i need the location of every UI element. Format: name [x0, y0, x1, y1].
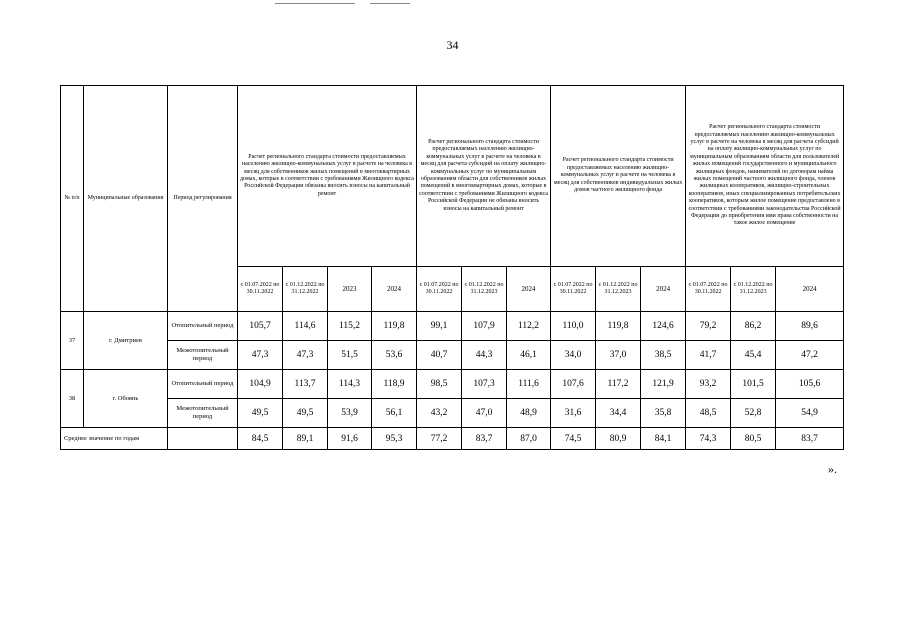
row-number: 38 — [61, 370, 84, 428]
municipality-name: г. Обоянь — [84, 370, 168, 428]
value-cell: 89,6 — [776, 312, 844, 341]
value-cell: 49,5 — [283, 399, 328, 428]
average-value: 91,6 — [328, 428, 372, 450]
value-cell: 34,0 — [551, 341, 596, 370]
value-cell: 35,8 — [641, 399, 686, 428]
value-cell: 118,9 — [372, 370, 417, 399]
average-value: 80,9 — [596, 428, 641, 450]
value-cell: 105,7 — [238, 312, 283, 341]
average-value: 74,3 — [686, 428, 731, 450]
period-header: с 01.12.2022 по 31.12.2023 — [731, 267, 776, 312]
value-cell: 47,2 — [776, 341, 844, 370]
value-cell: 37,0 — [596, 341, 641, 370]
value-cell: 47,3 — [238, 341, 283, 370]
value-cell: 115,2 — [328, 312, 372, 341]
value-cell: 105,6 — [776, 370, 844, 399]
value-cell: 51,5 — [328, 341, 372, 370]
header-municipality: Муниципальные образования — [84, 86, 168, 312]
year-header: 2024 — [507, 267, 551, 312]
header-group-capital-repair: Расчет регионального стандарта стоимости предоставляемых населению жилищно-коммунальных услуг в расчете на человека в месяц для собственников жилых помещений в многоквартирных домах, которые в соответствии с требованиями Жилищного кодекса Российской Федерации обязаны вносить взносы на капитальный ремонт — [238, 86, 417, 267]
value-cell: 49,5 — [238, 399, 283, 428]
table-row — [61, 399, 844, 428]
value-cell: 107,9 — [462, 312, 507, 341]
value-cell: 48,5 — [686, 399, 731, 428]
value-cell: 31,6 — [551, 399, 596, 428]
value-cell: 107,3 — [462, 370, 507, 399]
value-cell: 46,1 — [507, 341, 551, 370]
average-value: 83,7 — [462, 428, 507, 450]
period-header: с 01.07.2022 по 30.11.2022 — [417, 267, 462, 312]
value-cell: 47,3 — [283, 341, 328, 370]
header-group-no-capital-repair: Расчет регионального стандарта стоимости предоставляемых населению жилищно-коммунальных услуг в расчете на человека в месяц для расчета субсидий на оплату жилищно-коммунальных услуг по муниципальным образованиям области для собственников жилых помещений в многоквартирных домах, которые в соответствии с требованиями Жилищного кодекса Российской Федерации не обязаны вносить взносы на капитальный ремонт — [417, 86, 551, 267]
header-group-private-houses: Расчет регионального стандарта стоимости предоставляемых населению жилищно-коммунальных услуг в расчете на человека в месяц для собственников индивидуальных жилых домов частного жилищного фонда — [551, 86, 686, 267]
value-cell: 114,3 — [328, 370, 372, 399]
value-cell: 117,2 — [596, 370, 641, 399]
value-cell: 119,8 — [372, 312, 417, 341]
value-cell: 93,2 — [686, 370, 731, 399]
period-label: Межотопительный период — [168, 399, 238, 428]
period-header: с 01.07.2022 по 30.11.2022 — [238, 267, 283, 312]
average-value: 74,5 — [551, 428, 596, 450]
period-label: Отопительный период — [168, 312, 238, 341]
period-header: с 01.12.2022 по 31.12.2022 — [283, 267, 328, 312]
value-cell: 53,9 — [328, 399, 372, 428]
closing-quote-mark: ». — [828, 462, 837, 476]
average-value: 83,7 — [776, 428, 844, 450]
average-value: 95,3 — [372, 428, 417, 450]
value-cell: 34,4 — [596, 399, 641, 428]
value-cell: 110,0 — [551, 312, 596, 341]
year-header: 2023 — [328, 267, 372, 312]
value-cell: 43,2 — [417, 399, 462, 428]
value-cell: 121,9 — [641, 370, 686, 399]
value-cell: 104,9 — [238, 370, 283, 399]
table-row — [61, 370, 844, 399]
value-cell: 114,6 — [283, 312, 328, 341]
average-value: 77,2 — [417, 428, 462, 450]
table-row — [61, 341, 844, 370]
period-header: с 01.12.2022 по 31.12.2023 — [462, 267, 507, 312]
period-label: Отопительный период — [168, 370, 238, 399]
page-number: 34 — [446, 38, 459, 52]
row-number: 37 — [61, 312, 84, 370]
value-cell: 79,2 — [686, 312, 731, 341]
value-cell: 86,2 — [731, 312, 776, 341]
value-cell: 112,2 — [507, 312, 551, 341]
value-cell: 54,9 — [776, 399, 844, 428]
year-header: 2024 — [776, 267, 844, 312]
average-value: 84,5 — [238, 428, 283, 450]
value-cell: 38,5 — [641, 341, 686, 370]
value-cell: 47,0 — [462, 399, 507, 428]
period-header: с 01.12.2022 по 31.12.2023 — [596, 267, 641, 312]
value-cell: 52,8 — [731, 399, 776, 428]
value-cell: 111,6 — [507, 370, 551, 399]
average-value: 84,1 — [641, 428, 686, 450]
average-value: 87,0 — [507, 428, 551, 450]
scan-artifact-line — [370, 3, 410, 4]
year-header: 2024 — [641, 267, 686, 312]
value-cell: 99,1 — [417, 312, 462, 341]
average-value: 89,1 — [283, 428, 328, 450]
table-row — [61, 312, 844, 341]
value-cell: 113,7 — [283, 370, 328, 399]
value-cell: 101,5 — [731, 370, 776, 399]
period-header: с 01.07.2022 по 30.11.2022 — [551, 267, 596, 312]
municipality-name: г. Дмитриев — [84, 312, 168, 370]
value-cell: 41,7 — [686, 341, 731, 370]
header-group-state-housing: Расчет регионального стандарта стоимости предоставляемых населению жилищно-коммунальных услуг в расчете на человека в месяц для расчета субсидий на оплату жилищно-коммунальных услуг по муниципальным образованиям области для пользователей жилых помещений государственного и муниципального жилищных фондов, нанимателей по договорам найма жилых помещений частного жилищного фонда, членов жилищных кооперативов, жилищно-строительных кооперативов, иных специализированных потребительских кооперативов, которым жилое помещение предоставлено в соответствии с требованиями законодательства Российской Федерации до приобретения ими права собственности на такое жилое помещение — [686, 86, 844, 267]
empty-cell — [168, 428, 238, 450]
value-cell: 48,9 — [507, 399, 551, 428]
value-cell: 119,8 — [596, 312, 641, 341]
period-label: Межотопительный период — [168, 341, 238, 370]
average-row — [61, 428, 844, 450]
average-label: Среднее значение по годам — [61, 428, 168, 450]
header-number: № п/п — [61, 86, 84, 312]
period-header: с 01.07.2022 по 30.11.2022 — [686, 267, 731, 312]
value-cell: 40,7 — [417, 341, 462, 370]
average-value: 80,5 — [731, 428, 776, 450]
value-cell: 107,6 — [551, 370, 596, 399]
value-cell: 44,3 — [462, 341, 507, 370]
value-cell: 124,6 — [641, 312, 686, 341]
value-cell: 98,5 — [417, 370, 462, 399]
value-cell: 45,4 — [731, 341, 776, 370]
subsidy-standards-table — [60, 85, 844, 450]
value-cell: 56,1 — [372, 399, 417, 428]
value-cell: 53,6 — [372, 341, 417, 370]
header-period: Период регулирования — [168, 86, 238, 312]
year-header: 2024 — [372, 267, 417, 312]
scan-artifact-line — [275, 3, 355, 4]
